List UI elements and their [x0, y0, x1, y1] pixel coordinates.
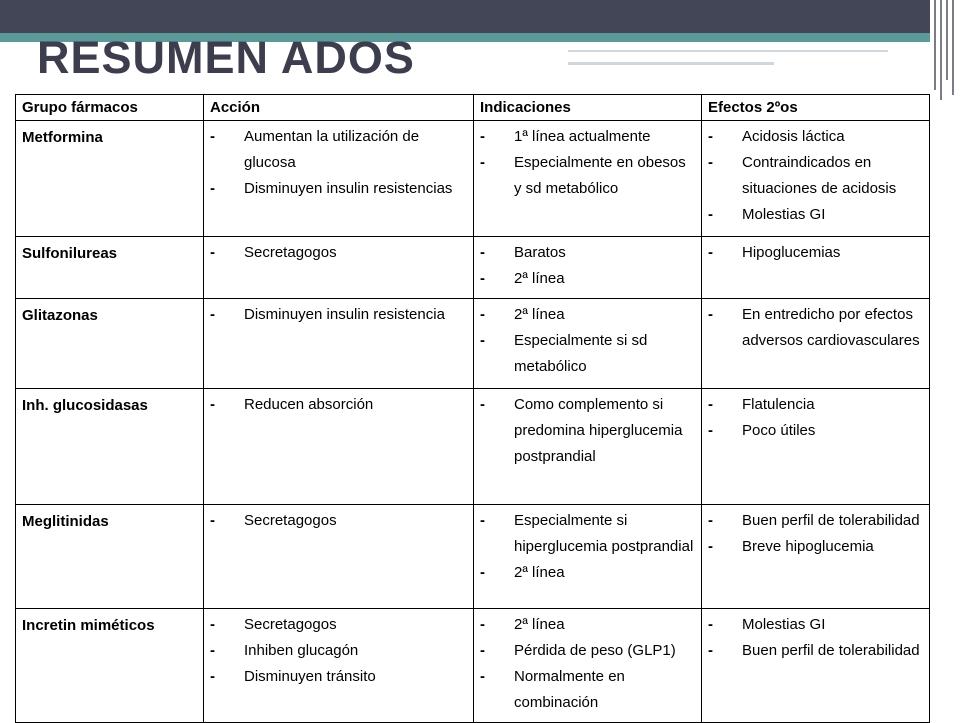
list-item: - Como complemento si predomina hiperglucemia postprandial: [480, 392, 695, 470]
side-effects-cell: [702, 237, 930, 299]
list-item: - Contraindicados en situaciones de acidosis: [708, 150, 923, 202]
list-item: - 2ª línea: [480, 612, 695, 638]
bullet-list: [480, 505, 695, 592]
drug-group-cell: Inh. glucosidasas: [16, 389, 204, 505]
action-cell: [204, 609, 474, 723]
list-item: - Poco útiles: [708, 418, 923, 444]
decorative-stripe: [952, 0, 954, 95]
indications-cell: [474, 389, 702, 505]
list-item: - Secretagogos: [210, 240, 467, 266]
table-body: [16, 121, 930, 723]
table-row: [16, 505, 930, 609]
bullet-list: [480, 299, 695, 386]
list-item: - Reducen absorción: [210, 392, 467, 418]
column-header: Efectos 2ºos: [702, 95, 930, 121]
bullet-list: [210, 299, 467, 334]
indications-cell: [474, 505, 702, 609]
bullet-list: [480, 121, 695, 208]
action-cell: [204, 299, 474, 389]
list-item: - 1ª línea actualmente: [480, 124, 695, 150]
bullet-list: [708, 121, 923, 234]
list-item: - Aumentan la utilización de glucosa: [210, 124, 467, 176]
column-header: Grupo fármacos: [16, 95, 204, 121]
list-item: - Hipoglucemias: [708, 240, 923, 266]
list-item: - Inhiben glucagón: [210, 638, 467, 664]
column-header: Acción: [204, 95, 474, 121]
decorative-stripe: [940, 0, 942, 100]
list-item: - Buen perfil de tolerabilidad: [708, 508, 923, 534]
list-item: - Buen perfil de tolerabilidad: [708, 638, 923, 664]
action-cell: [204, 237, 474, 299]
right-decorative-stripes: [930, 0, 960, 100]
table-row: [16, 237, 930, 299]
drug-group-cell: Meglitinidas: [16, 505, 204, 609]
decorative-stripe: [946, 0, 948, 80]
list-item: - Normalmente en combinación: [480, 664, 695, 716]
side-effects-cell: [702, 299, 930, 389]
column-header: Indicaciones: [474, 95, 702, 121]
list-item: - Disminuyen insulin resistencias: [210, 176, 467, 202]
bullet-list: [210, 121, 467, 208]
list-item: - Secretagogos: [210, 612, 467, 638]
bullet-list: [480, 237, 695, 298]
bullet-list: [210, 237, 467, 272]
indications-cell: [474, 237, 702, 299]
decorative-stripe: [934, 0, 936, 90]
list-item: - Breve hipoglucemia: [708, 534, 923, 560]
side-effects-cell: [702, 609, 930, 723]
indications-cell: [474, 121, 702, 237]
list-item: - Especialmente en obesos y sd metabólico: [480, 150, 695, 202]
list-item: - Secretagogos: [210, 508, 467, 534]
list-item: - Disminuyen tránsito: [210, 664, 467, 690]
list-item: - Molestias GI: [708, 202, 923, 228]
list-item: - Especialmente si sd metabólico: [480, 328, 695, 380]
table-row: [16, 299, 930, 389]
list-item: - Baratos: [480, 240, 695, 266]
drug-group-cell: Glitazonas: [16, 299, 204, 389]
title-decor-line: [568, 50, 888, 52]
indications-cell: [474, 609, 702, 723]
drug-group-cell: Metformina: [16, 121, 204, 237]
action-cell: [204, 505, 474, 609]
list-item: - Molestias GI: [708, 612, 923, 638]
bullet-list: [708, 237, 923, 272]
drug-group-cell: Incretin miméticos: [16, 609, 204, 723]
bullet-list: [708, 609, 923, 670]
slide-title: RESUMEN ADOS: [37, 32, 415, 83]
summary-table: [15, 94, 930, 723]
list-item: - Pérdida de peso (GLP1): [480, 638, 695, 664]
title-decor-line: [568, 62, 774, 65]
action-cell: [204, 389, 474, 505]
indications-cell: [474, 299, 702, 389]
bullet-list: [708, 299, 923, 360]
bullet-list: [708, 389, 923, 450]
table-row: [16, 121, 930, 237]
list-item: - Flatulencia: [708, 392, 923, 418]
list-item: - En entredicho por efectos adversos cardiovasculares: [708, 302, 923, 354]
side-effects-cell: [702, 121, 930, 237]
drug-group-cell: Sulfonilureas: [16, 237, 204, 299]
bullet-list: [480, 609, 695, 722]
bullet-list: [708, 505, 923, 566]
bullet-list: [210, 389, 467, 424]
list-item: - 2ª línea: [480, 266, 695, 292]
bullet-list: [480, 389, 695, 476]
list-item: - 2ª línea: [480, 560, 695, 586]
list-item: - Disminuyen insulin resistencia: [210, 302, 467, 328]
side-effects-cell: [702, 389, 930, 505]
action-cell: [204, 121, 474, 237]
bullet-list: [210, 505, 467, 540]
list-item: - Acidosis láctica: [708, 124, 923, 150]
table-row: [16, 389, 930, 505]
side-effects-cell: [702, 505, 930, 609]
list-item: - Especialmente si hiperglucemia postprandial: [480, 508, 695, 560]
table-row: [16, 609, 930, 723]
table-header-row: [16, 95, 930, 121]
list-item: - 2ª línea: [480, 302, 695, 328]
bullet-list: [210, 609, 467, 696]
